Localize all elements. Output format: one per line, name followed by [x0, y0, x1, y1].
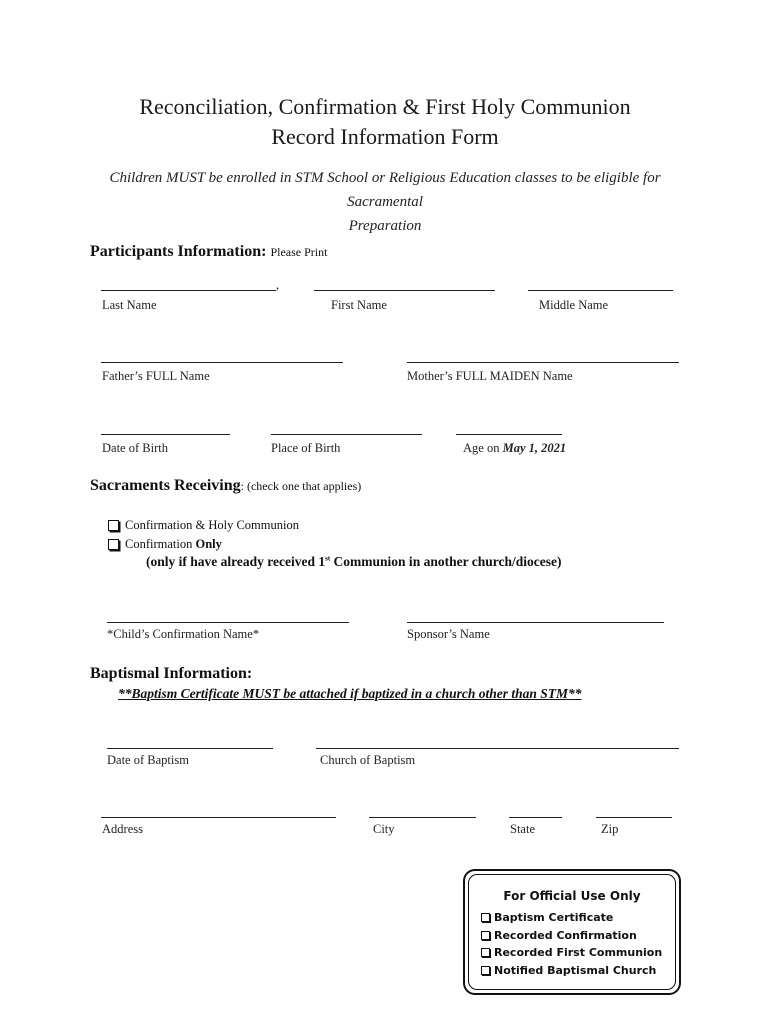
checkbox-icon[interactable]	[108, 539, 119, 550]
age-date: May 1, 2021	[502, 441, 567, 455]
address-field[interactable]	[101, 817, 336, 818]
baptism-date-field[interactable]	[107, 748, 273, 749]
participants-heading-text: Participants Information:	[90, 243, 267, 260]
official-use-box	[463, 869, 681, 995]
baptism-date-label: Date of Baptism	[107, 753, 189, 767]
form-title-line-2: Record Information Form	[271, 124, 499, 149]
baptism-church-label: Church of Baptism	[320, 753, 416, 767]
form-title-line-1: Reconciliation, Confirmation & First Holy Communion	[139, 94, 631, 119]
eligibility-note-line-2: Preparation	[348, 218, 422, 234]
option-confirmation-only-emphasis: Only	[195, 537, 222, 551]
first-name-label: First Name	[331, 298, 387, 312]
dob-label: Date of Birth	[102, 441, 168, 455]
zip-label: Zip	[601, 822, 619, 836]
sacraments-note: : (check one that applies)	[240, 479, 362, 493]
dob-field[interactable]	[101, 434, 230, 435]
state-field[interactable]	[509, 817, 562, 818]
official-item-label: Baptism Certificate	[494, 911, 614, 925]
sponsor-name-label: Sponsor’s Name	[407, 627, 490, 641]
official-item-label: Recorded First Communion	[494, 946, 663, 960]
official-item-recorded-first-communion[interactable]	[481, 944, 662, 962]
communion-note-sup: st	[325, 554, 331, 563]
age-label	[463, 441, 566, 456]
state-label: State	[510, 822, 535, 836]
mother-name-label: Mother’s FULL MAIDEN Name	[407, 369, 573, 383]
option-confirmation-only[interactable]	[108, 537, 222, 552]
baptism-heading: Baptismal Information:	[90, 665, 253, 682]
father-name-label: Father’s FULL Name	[102, 369, 210, 383]
sacraments-heading-text: Sacraments Receiving	[90, 477, 241, 494]
communion-note-suffix: Communion in another church/diocese)	[330, 554, 562, 569]
checkbox-icon[interactable]	[108, 520, 119, 531]
option-confirmation-only-label: Confirmation	[125, 537, 193, 551]
sacraments-heading	[90, 477, 361, 495]
checkbox-icon[interactable]	[481, 966, 490, 975]
middle-name-field[interactable]	[528, 290, 673, 291]
father-name-field[interactable]	[101, 362, 343, 363]
sponsor-name-field[interactable]	[407, 622, 664, 623]
first-name-field[interactable]	[314, 290, 495, 291]
age-label-prefix: Age on	[463, 441, 500, 455]
participants-heading	[90, 243, 327, 261]
official-use-title: For Official Use Only	[503, 889, 641, 903]
checkbox-icon[interactable]	[481, 948, 490, 957]
checkbox-icon[interactable]	[481, 931, 490, 940]
baptism-church-field[interactable]	[316, 748, 679, 749]
option-confirmation-communion[interactable]	[108, 518, 299, 533]
address-label: Address	[102, 822, 143, 836]
checkbox-icon[interactable]	[481, 913, 490, 922]
communion-note	[146, 554, 561, 570]
name-comma: ,	[276, 278, 280, 292]
last-name-field[interactable]	[101, 290, 276, 291]
city-label: City	[373, 822, 395, 836]
mother-name-field[interactable]	[407, 362, 679, 363]
official-use-list	[481, 909, 662, 979]
official-item-notified-church[interactable]	[481, 962, 662, 980]
pob-field[interactable]	[271, 434, 422, 435]
official-item-label: Recorded Confirmation	[494, 928, 637, 942]
child-confirmation-name-field[interactable]	[107, 622, 349, 623]
age-field[interactable]	[456, 434, 562, 435]
pob-label: Place of Birth	[271, 441, 341, 455]
eligibility-note	[80, 166, 690, 238]
baptism-warning: **Baptism Certificate MUST be attached if baptized in a church other than STM**	[118, 686, 582, 701]
official-item-label: Notified Baptismal Church	[494, 963, 657, 977]
eligibility-note-line-1: Children MUST be enrolled in STM School or Religious Education classes to be eligible for Sacramental	[109, 170, 661, 210]
communion-note-prefix: (only if have already received 1	[146, 554, 326, 569]
last-name-label: Last Name	[102, 298, 157, 312]
middle-name-label: Middle Name	[539, 298, 609, 312]
official-item-recorded-confirmation[interactable]	[481, 927, 662, 945]
option-confirmation-communion-label: Confirmation & Holy Communion	[125, 518, 299, 532]
zip-field[interactable]	[596, 817, 672, 818]
child-confirmation-name-label: *Child’s Confirmation Name*	[107, 627, 260, 641]
official-item-baptism-certificate[interactable]	[481, 909, 662, 927]
participants-note: Please Print	[270, 245, 328, 259]
city-field[interactable]	[369, 817, 476, 818]
